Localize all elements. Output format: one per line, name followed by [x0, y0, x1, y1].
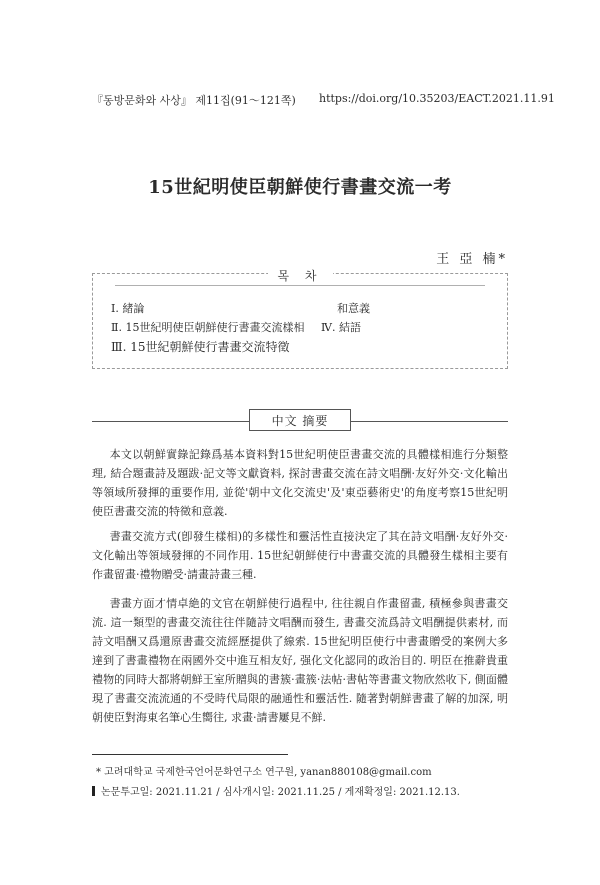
paper-title: 15世紀明使臣朝鮮使行書畫交流一考 [148, 177, 452, 198]
table-of-contents [92, 269, 508, 369]
bar-marker-icon [92, 786, 95, 796]
toc-item-3[interactable]: Ⅲ. 15世紀朝鮮使行書畫交流特徵 [111, 340, 290, 354]
footnote-dates: 논문투고일: 2021.11.21 / 심사개시일: 2021.11.25 / 게재확정일: 2021.12.13. [101, 787, 460, 798]
doi-link[interactable]: https://doi.org/10.35203/EACT.2021.11.91 [319, 92, 555, 105]
footnote-dates-row [92, 783, 460, 798]
journal-citation: 『동방문화와 사상』 제11집(91～121쪽) [92, 94, 296, 107]
abstract-body [92, 445, 508, 521]
toc-divider [115, 285, 485, 286]
toc-heading: 목 차 [268, 269, 333, 283]
abstract-label: 中文 摘要 [249, 409, 351, 431]
abstract-paragraph-1: 本文以朝鮮實錄記錄爲基本資料對15世紀明使臣書畫交流的具體樣相進行分類整理, 結合題畫詩及題跋·記文等文獻資料, 探討書畫交流在詩文唱酬·友好外交·文化輸出等領域所發揮的重要作用, 並從'朝中文化交流史'及'東亞藝術史'的角度考察15世紀明使臣書畫交流的特徵和意義. [92, 448, 508, 518]
footnote-affiliation: * 고려대학교 국제한국언어문화연구소 연구원, yanan880108@gmail.com [96, 767, 432, 778]
footnote-rule [92, 754, 288, 755]
author-name: 王 亞 楠* [436, 252, 508, 267]
abstract-paragraph-3: 書畫方面才情卓絶的文官在朝鮮使行過程中, 往往親自作畫留畫, 積極參與書畫交流. 這一類型的書畫交流往往伴隨詩文唱酬而發生, 書畫交流爲詩文唱酬提供素材, 而詩文唱酬又爲還原書畫交流經歷提供了線索. 15世紀明臣使行中書畫贈受的案例大多達到了書畫禮物在兩國外交中進互相友好, 强化文化認同的政治目的. 明臣在推辭貴重禮物的同時大都將朝鮮王室所贈與的書簇·畫簇·法帖·書帖等書畫文物欣然收下, 側面體現了書畫交流流通的不受時代局限的融通性和靈活性. 隨著對朝鮮書畫了解的加深, 明朝使臣對海東名筆心生嚮往, 求畫·請書屢見不鮮. [92, 597, 508, 724]
toc-item-2[interactable]: Ⅱ. 15世紀明使臣朝鮮使行書畫交流樣相 [111, 321, 305, 334]
toc-item-1[interactable]: Ⅰ. 緒論 [111, 302, 145, 315]
abstract-paragraph-2: 書畫交流方式(卽發生樣相)的多樣性和靈活性直接決定了其在詩文唱酬·友好外交·文化輸出等領域發揮的不同作用. 15世紀朝鮮使行中書畫交流的具體發生樣相主要有作畫留畫·禮物贈受·請畫詩畫三種. [92, 530, 508, 581]
toc-item-4[interactable]: Ⅳ. 結語 [321, 321, 361, 334]
toc-item-3-cont[interactable]: 和意義 [337, 302, 370, 315]
